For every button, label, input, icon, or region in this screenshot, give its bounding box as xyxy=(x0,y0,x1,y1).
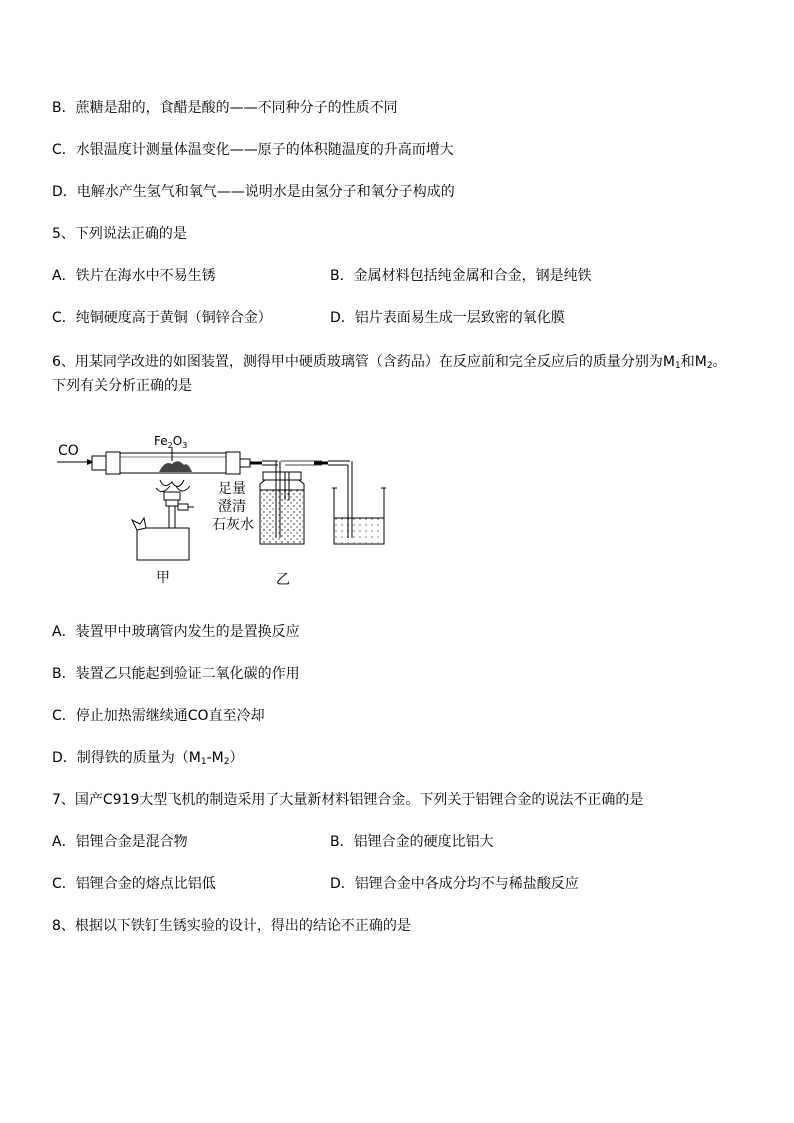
q6-option-d: D．制得铁的质量为$(M_1-M_2)$ xyxy=(52,750,244,767)
q8-stem: 8、根据以下铁钉生锈实验的设计，得出的结论不正确的是 xyxy=(52,918,411,934)
m2-symbol: $M_2$ xyxy=(694,354,713,371)
q4-option-c: C．水银温度计测量体温变化——原子的体积随温度的升高而增大 xyxy=(52,142,454,158)
q5-option-a: A．铁片在海水中不易生锈 xyxy=(52,268,216,284)
q6-option-a: A．装置甲中玻璃管内发生的是置换反应 xyxy=(52,624,300,640)
q7-stem: 7、国产C919大型飞机的制造采用了大量新材料铝锂合金。下列关于铝锂合金的说法不正确的是 xyxy=(52,792,644,808)
q7-option-d: D．铝锂合金中各成分均不与稀盐酸反应 xyxy=(330,876,579,892)
lime-label-3: 石灰水 xyxy=(212,517,254,533)
jia-label: 甲 xyxy=(156,570,170,586)
q4-option-d: D．电解水产生氢气和氧气——说明水是由氢分子和氧分子构成的 xyxy=(52,184,455,200)
fe2o3-label: $Fe_2O_3$ xyxy=(154,434,188,450)
q7-option-c: C．铝锂合金的熔点比铝低 xyxy=(52,876,216,892)
q6-option-b: B．装置乙只能起到验证二氧化碳的作用 xyxy=(52,666,300,682)
q5-stem: 5、下列说法正确的是 xyxy=(52,226,187,242)
q6-period: 。 xyxy=(712,354,727,370)
q5-option-d: D．铝片表面易生成一层致密的氧化膜 xyxy=(330,310,565,326)
lime-label-1: 足量 xyxy=(218,481,246,497)
q6-stem xyxy=(52,352,727,376)
q5-option-b: B．金属材料包括纯金属和合金，钢是纯铁 xyxy=(330,268,592,284)
yi-label: 乙 xyxy=(276,572,290,588)
lime-label-2: 澄清 xyxy=(218,499,246,515)
q7-option-b: B．铝锂合金的硬度比铝大 xyxy=(330,834,494,850)
q6-option-c: C．停止加热需继续通CO直至冷却 xyxy=(52,708,265,724)
apparatus-figure xyxy=(52,420,392,600)
q6-and: 和 xyxy=(680,354,695,370)
co-label: CO xyxy=(58,443,79,459)
q4-option-b: B．蔗糖是甜的，食醋是酸的——不同种分子的性质不同 xyxy=(52,100,398,116)
q5-option-c: C．纯铜硬度高于黄铜（铜锌合金） xyxy=(52,310,272,326)
q7-option-a: A．铝锂合金是混合物 xyxy=(52,834,188,850)
q6-stem-line2: 下列有关分析正确的是 xyxy=(52,378,192,394)
q6-stem-text: 6、用某同学改进的如图装置，测得甲中硬质玻璃管（含药品）在反应前和完全反应后的质量分别为 xyxy=(52,354,663,370)
m1-symbol: $M_1$ xyxy=(662,354,681,371)
